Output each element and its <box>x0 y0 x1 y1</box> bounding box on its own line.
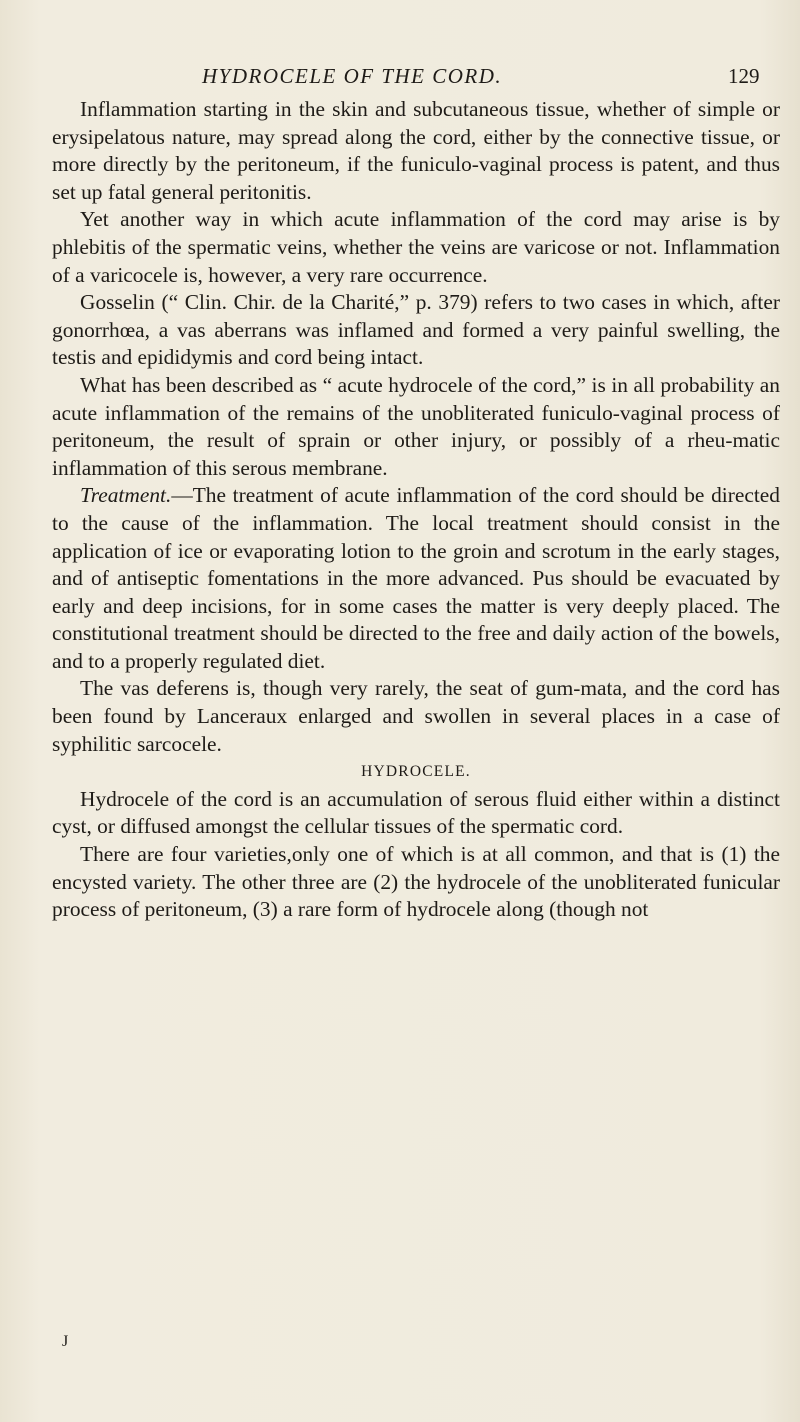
paragraph-gosselin: Gosselin (“ Clin. Chir. de la Charité,” p. 379) refers to two cases in which, after gonorrhœa, a vas aberrans was inflamed and formed a very painful swelling, the testis and epididymis and cord being intact. <box>52 290 780 370</box>
treatment-text: —The treatment of acute inflammation of the cord should be directed to the cause of the inflammation. The local treatment should consist in the application of ice or evaporating lotion to the groin and scrotum in the early stages, and of antiseptic fomentations in the more advanced. Pus should be evacuated by early and deep incisions, for in some cases the matter is very deeply placed. The constitutional treatment should be directed to the free and daily action of the bowels, and to a properly regulated diet. <box>52 483 780 673</box>
paragraph-varieties: There are four varieties,only one of which is at all common, and that is (1) the encysted variety. The other three are (2) the hydrocele of the unobliterated funicular process of peritoneum, (3) a rare form of hydrocele along (though not <box>52 842 780 922</box>
body-text <box>52 96 780 924</box>
signature-mark: J <box>62 1333 69 1350</box>
paragraph-treatment <box>52 482 780 675</box>
page-number: 129 <box>728 64 760 88</box>
paragraph-hydrocele-definition: Hydrocele of the cord is an accumulation of serous fluid either within a distinct cyst, or diffused amongst the cellular tissues of the spermatic cord. <box>52 786 780 839</box>
paragraph-inflammation-spread: Inflammation starting in the skin and subcutaneous tissue, whether of simple or erysipelatous nature, may spread along the cord, either by the connective tissue, or more directly by the peritoneum, if the funiculo-vaginal process is patent, and thus set up fatal general peritonitis. <box>52 97 780 204</box>
paragraph-phlebitis: Yet another way in which acute inflammation of the cord may arise is by phlebitis of the spermatic veins, whether the veins are varicose or not. Inflammation of a varicocele is, however, a very rare occurrence. <box>52 207 780 287</box>
paragraph-acute-hydrocele: What has been described as “ acute hydrocele of the cord,” is in all probability an acute inflammation of the remains of the unobliterated funiculo-vaginal process of peritoneum, the result of sprain or other injury, or possibly of a rheu-matic inflammation of this serous membrane. <box>52 372 780 480</box>
paragraph-gummata: The vas deferens is, though very rarely, the seat of gum-mata, and the cord has been found by Lanceraux enlarged and swollen in several places in a case of syphilitic sarcocele. <box>52 676 780 756</box>
running-title: HYDROCELE OF THE CORD. <box>202 64 503 88</box>
page-header <box>0 64 800 94</box>
section-heading: HYDROCELE. <box>361 763 471 781</box>
treatment-label: Treatment. <box>80 483 172 508</box>
